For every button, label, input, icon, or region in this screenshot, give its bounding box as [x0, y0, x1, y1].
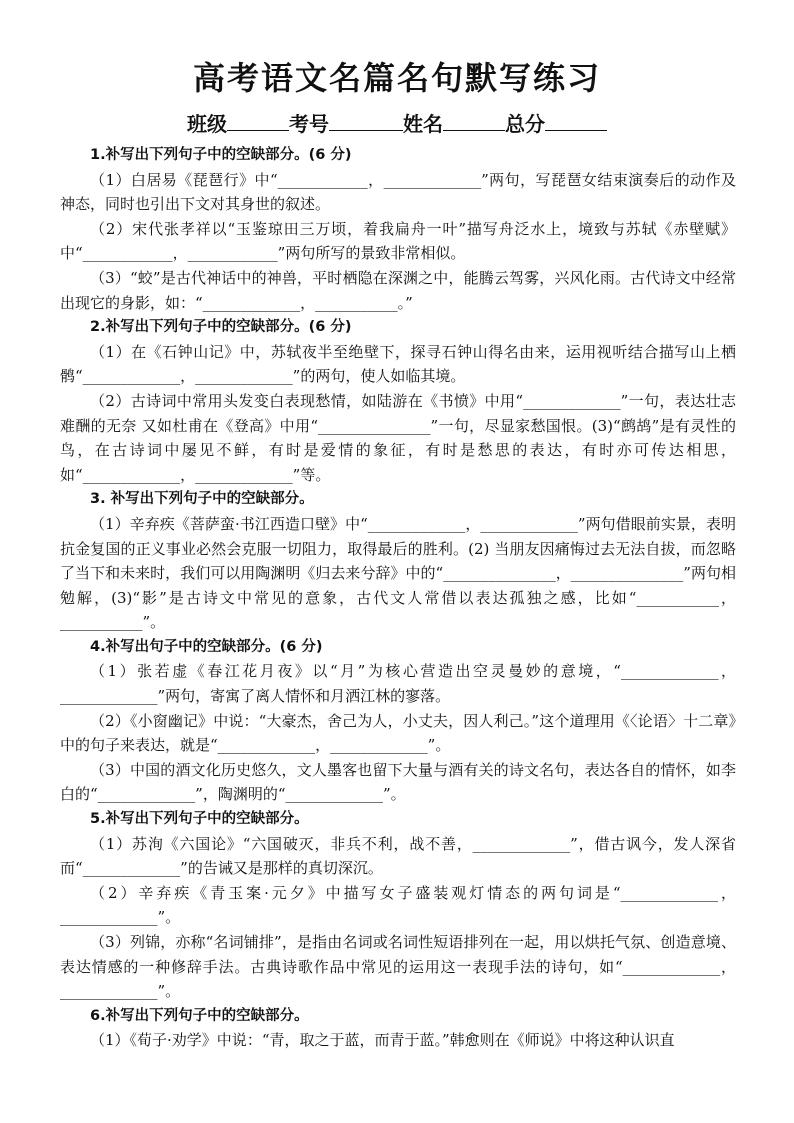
- total-score-label: 总分: [505, 112, 545, 136]
- name-blank: [443, 110, 505, 131]
- page-title: 高考语文名篇名句默写练习: [192, 59, 601, 97]
- question-item: （1）张若虚《春江花月夜》以“月”为核心营造出空灵曼妙的意境，“_____________，_____________”两句，寄寓了离人情怀和月洒江林的寥落。: [60, 662, 736, 706]
- class-label: 班级: [187, 112, 227, 136]
- question-heading: 2.补写出下列句子中的空缺部分。(6 分): [90, 319, 352, 336]
- total-score-blank: [545, 110, 607, 131]
- exam-no-blank: [329, 110, 403, 131]
- question-item: （3）“蛟”是古代神话中的神兽，平时栖隐在深渊之中，能腾云驾雾，兴风化雨。古代诗文中经常出现它的身影，如：“_____________，___________。”: [60, 268, 736, 312]
- question-item: （1）白居易《琵琶行》中“____________，_____________”两句，写琵琶女结束演奏后的动作及神态，同时也引出下文对其身世的叙述。: [60, 170, 736, 214]
- question-item: （3）列锦，亦称“名词铺排”，是指由名词或名词性短语排列在一起，用以烘托气氛、创造意境、表达情感的一种修辞手法。古典诗歌作品中常见的运用这一表现手法的诗句，如“_____________，_____________”。: [60, 933, 736, 1001]
- question-item: （1）在《石钟山记》中，苏轼夜半至绝壁下，探寻石钟山得名由来，运用视听结合描写山上栖鹘“_____________，_____________”的两句，使人如临其境。: [60, 342, 736, 386]
- question-heading: 6.补写出下列句子中的空缺部分。: [90, 1007, 309, 1024]
- exam-no-label: 考号: [289, 112, 329, 136]
- question-heading: 1.补写出下列句子中的空缺部分。(6 分): [90, 147, 352, 163]
- question-item: （2）古诗词中常用头发变白表现愁情，如陆游在《书愤》中用“_____________”一句，表达壮志难酬的无奈 又如杜甫在《登高》中用“_______________”一句，尽显家愁国恨。(3)“鹧鸪”是有灵性的鸟，在古诗词中屡见不鲜，有时是爱情的象征，有时是愁思的表达，有时亦可传达相思，如“_____________，_____________”等。: [60, 391, 736, 484]
- question-item: （1）《荀子·劝学》中说：“青，取之于蓝，而青于蓝。”韩愈则在《师说》中将这种认识直: [90, 1031, 675, 1050]
- question-heading: 5.补写出下列句子中的空缺部分。: [90, 811, 309, 828]
- question-item: （3）中国的酒文化历史悠久，文人墨客也留下大量与酒有关的诗文名句，表达各自的情怀，如李白的“_____________”，陶渊明的“_____________”。: [60, 760, 736, 804]
- name-label: 姓名: [403, 112, 443, 136]
- question-heading: 3. 补写出下列句子中的空缺部分。: [90, 491, 314, 508]
- class-blank: [227, 110, 289, 131]
- question-heading: 4.补写出句子中的空缺部分。(6 分): [90, 638, 323, 655]
- question-item: （1）苏洵《六国论》“六国破灭，非兵不利，战不善，_____________”，借古讽今，发人深省而“_____________”的告诫又是那样的真切深沉。: [60, 834, 736, 878]
- question-item: （2）辛弃疾《青玉案·元夕》中描写女子盛装观灯情态的两句词是“_____________，_____________”。: [60, 883, 736, 927]
- question-item: （2）《小窗幽记》中说：“大豪杰，舍己为人，小丈夫，因人利己。”这个道理用《〈论语〉十二章》中的句子来表达，就是“_____________，_____________”。: [60, 711, 736, 755]
- student-info-line: [0, 110, 794, 138]
- question-list: [60, 143, 736, 1053]
- question-item: （1）辛弃疾《菩萨蛮·书江西造口壁》中“_____________，_____________”两句借眼前实景，表明抗金复国的正义事业必然会克服一切阻力，取得最后的胜利。(2) 当朋友因痛悔过去无法自拔，而忽略了当下和未来时，我们可以用陶渊明《归去来兮辞》中的“_______________，_______________”两句相勉解，(3)“影”是古诗文中常见的意象，古代文人常借以表达孤独之感，比如“___________，___________”。: [60, 514, 736, 632]
- question-item: （2）宋代张孝祥以“玉鉴琼田三万顷，着我扁舟一叶”描写舟泛水上，境致与苏轼《赤壁赋》中“____________，____________”两句所写的景致非常相似。: [60, 219, 736, 263]
